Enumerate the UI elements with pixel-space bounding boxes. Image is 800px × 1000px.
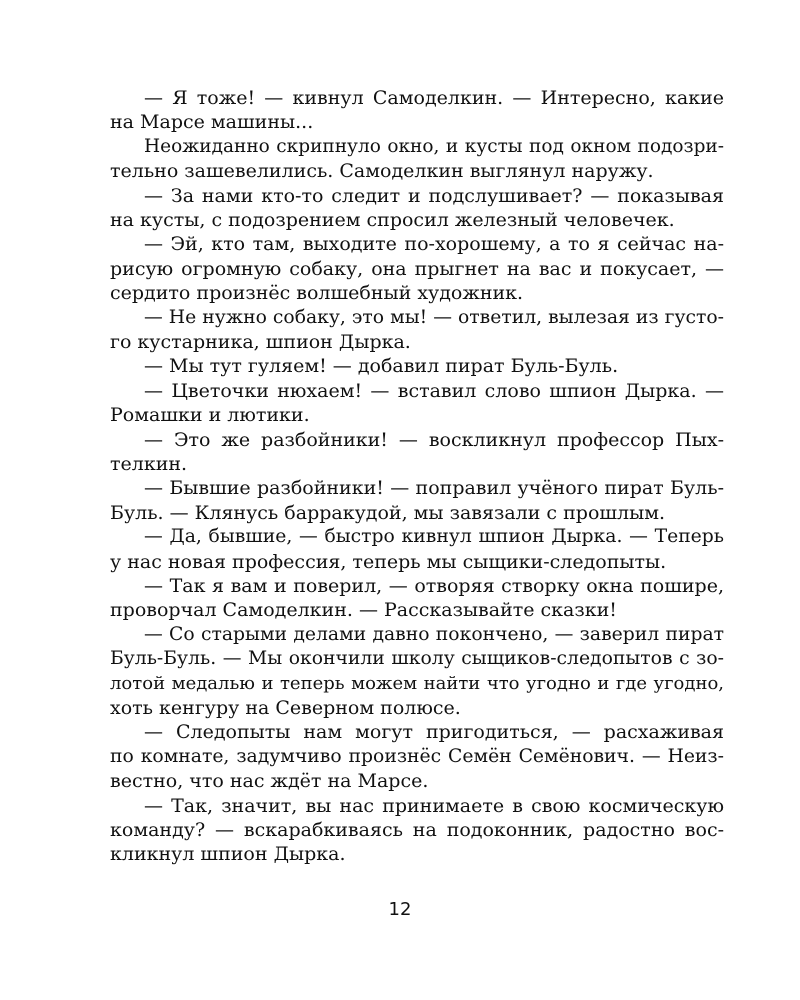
- text-line: — Следопыты нам могут пригодиться, — расхаживая: [144, 721, 724, 744]
- page-number: 12: [388, 899, 412, 920]
- text-line: — Мы тут гуляем! — добавил пират Буль-Буль.: [144, 355, 619, 378]
- text-line: — Со старыми делами давно покончено, — заверил пират: [144, 623, 724, 645]
- text-line: по комнате, задумчиво произнёс Семён Семёнович. — Неиз-: [110, 745, 724, 767]
- text-line: — Я тоже! — кивнул Самоделкин. — Интересно, какие: [144, 87, 724, 109]
- text-line: лотой медалью и теперь можем найти что угодно и где угодно,: [110, 672, 724, 694]
- text-line: — Эй, кто там, выходите по-хорошему, а то я сейчас на-: [144, 233, 724, 256]
- text-line: Буль. — Клянусь барракудой, мы завязали с прошлым.: [110, 501, 666, 524]
- text-line: на Марсе машины...: [110, 111, 314, 134]
- text-line: рисую огромную собаку, она прыгнет на вас и покусает, —: [110, 257, 724, 280]
- text-line: — Бывшие разбойники! — поправил учёного пират Буль-: [144, 477, 724, 500]
- text-line: — Да, бывшие, — быстро кивнул шпион Дырка. — Теперь: [144, 526, 724, 548]
- text-line: на кусты, с подозрением спросил железный человечек.: [110, 209, 675, 231]
- text-line: го кустарника, шпион Дырка.: [110, 331, 411, 353]
- text-line: хоть кенгуру на Северном полюсе.: [110, 697, 461, 719]
- text-line: Буль-Буль. — Мы окончили школу сыщиков-следопытов с зо-: [110, 648, 724, 670]
- text-line: — Так, значит, вы нас принимаете в свою космическую: [144, 794, 724, 817]
- text-line: Ромашки и лютики.: [110, 404, 310, 427]
- text-line: команду? — вскарабкиваясь на подоконник, радостно вос-: [110, 819, 724, 841]
- text-line: у нас новая профессия, теперь мы сыщики-следопыты.: [110, 550, 667, 573]
- text-line: сердито произнёс волшебный художник.: [110, 282, 524, 305]
- text-line: телкин.: [110, 453, 188, 475]
- text-line: вестно, что нас ждёт на Марсе.: [110, 770, 429, 793]
- text-line: — Цветочки нюхаем! — вставил слово шпион Дырка. —: [144, 379, 724, 402]
- text-line: Неожиданно скрипнуло окно, и кусты под окном подозри-: [144, 135, 724, 157]
- text-line: — За нами кто-то следит и подслушивает? — показывая: [144, 184, 724, 207]
- text-line: кликнул шпион Дырка.: [110, 843, 346, 866]
- text-line: тельно зашевелились. Самоделкин выглянул наружу.: [110, 160, 654, 183]
- text-line: — Это же разбойники! — воскликнул профессор Пых-: [144, 428, 724, 451]
- text-line: — Так я вам и поверил, — отворяя створку окна пошире,: [144, 575, 724, 597]
- text-line: проворчал Самоделкин. — Рассказывайте сказки!: [110, 599, 617, 622]
- text-line: — Не нужно собаку, это мы! — ответил, вылезая из густо-: [144, 306, 724, 328]
